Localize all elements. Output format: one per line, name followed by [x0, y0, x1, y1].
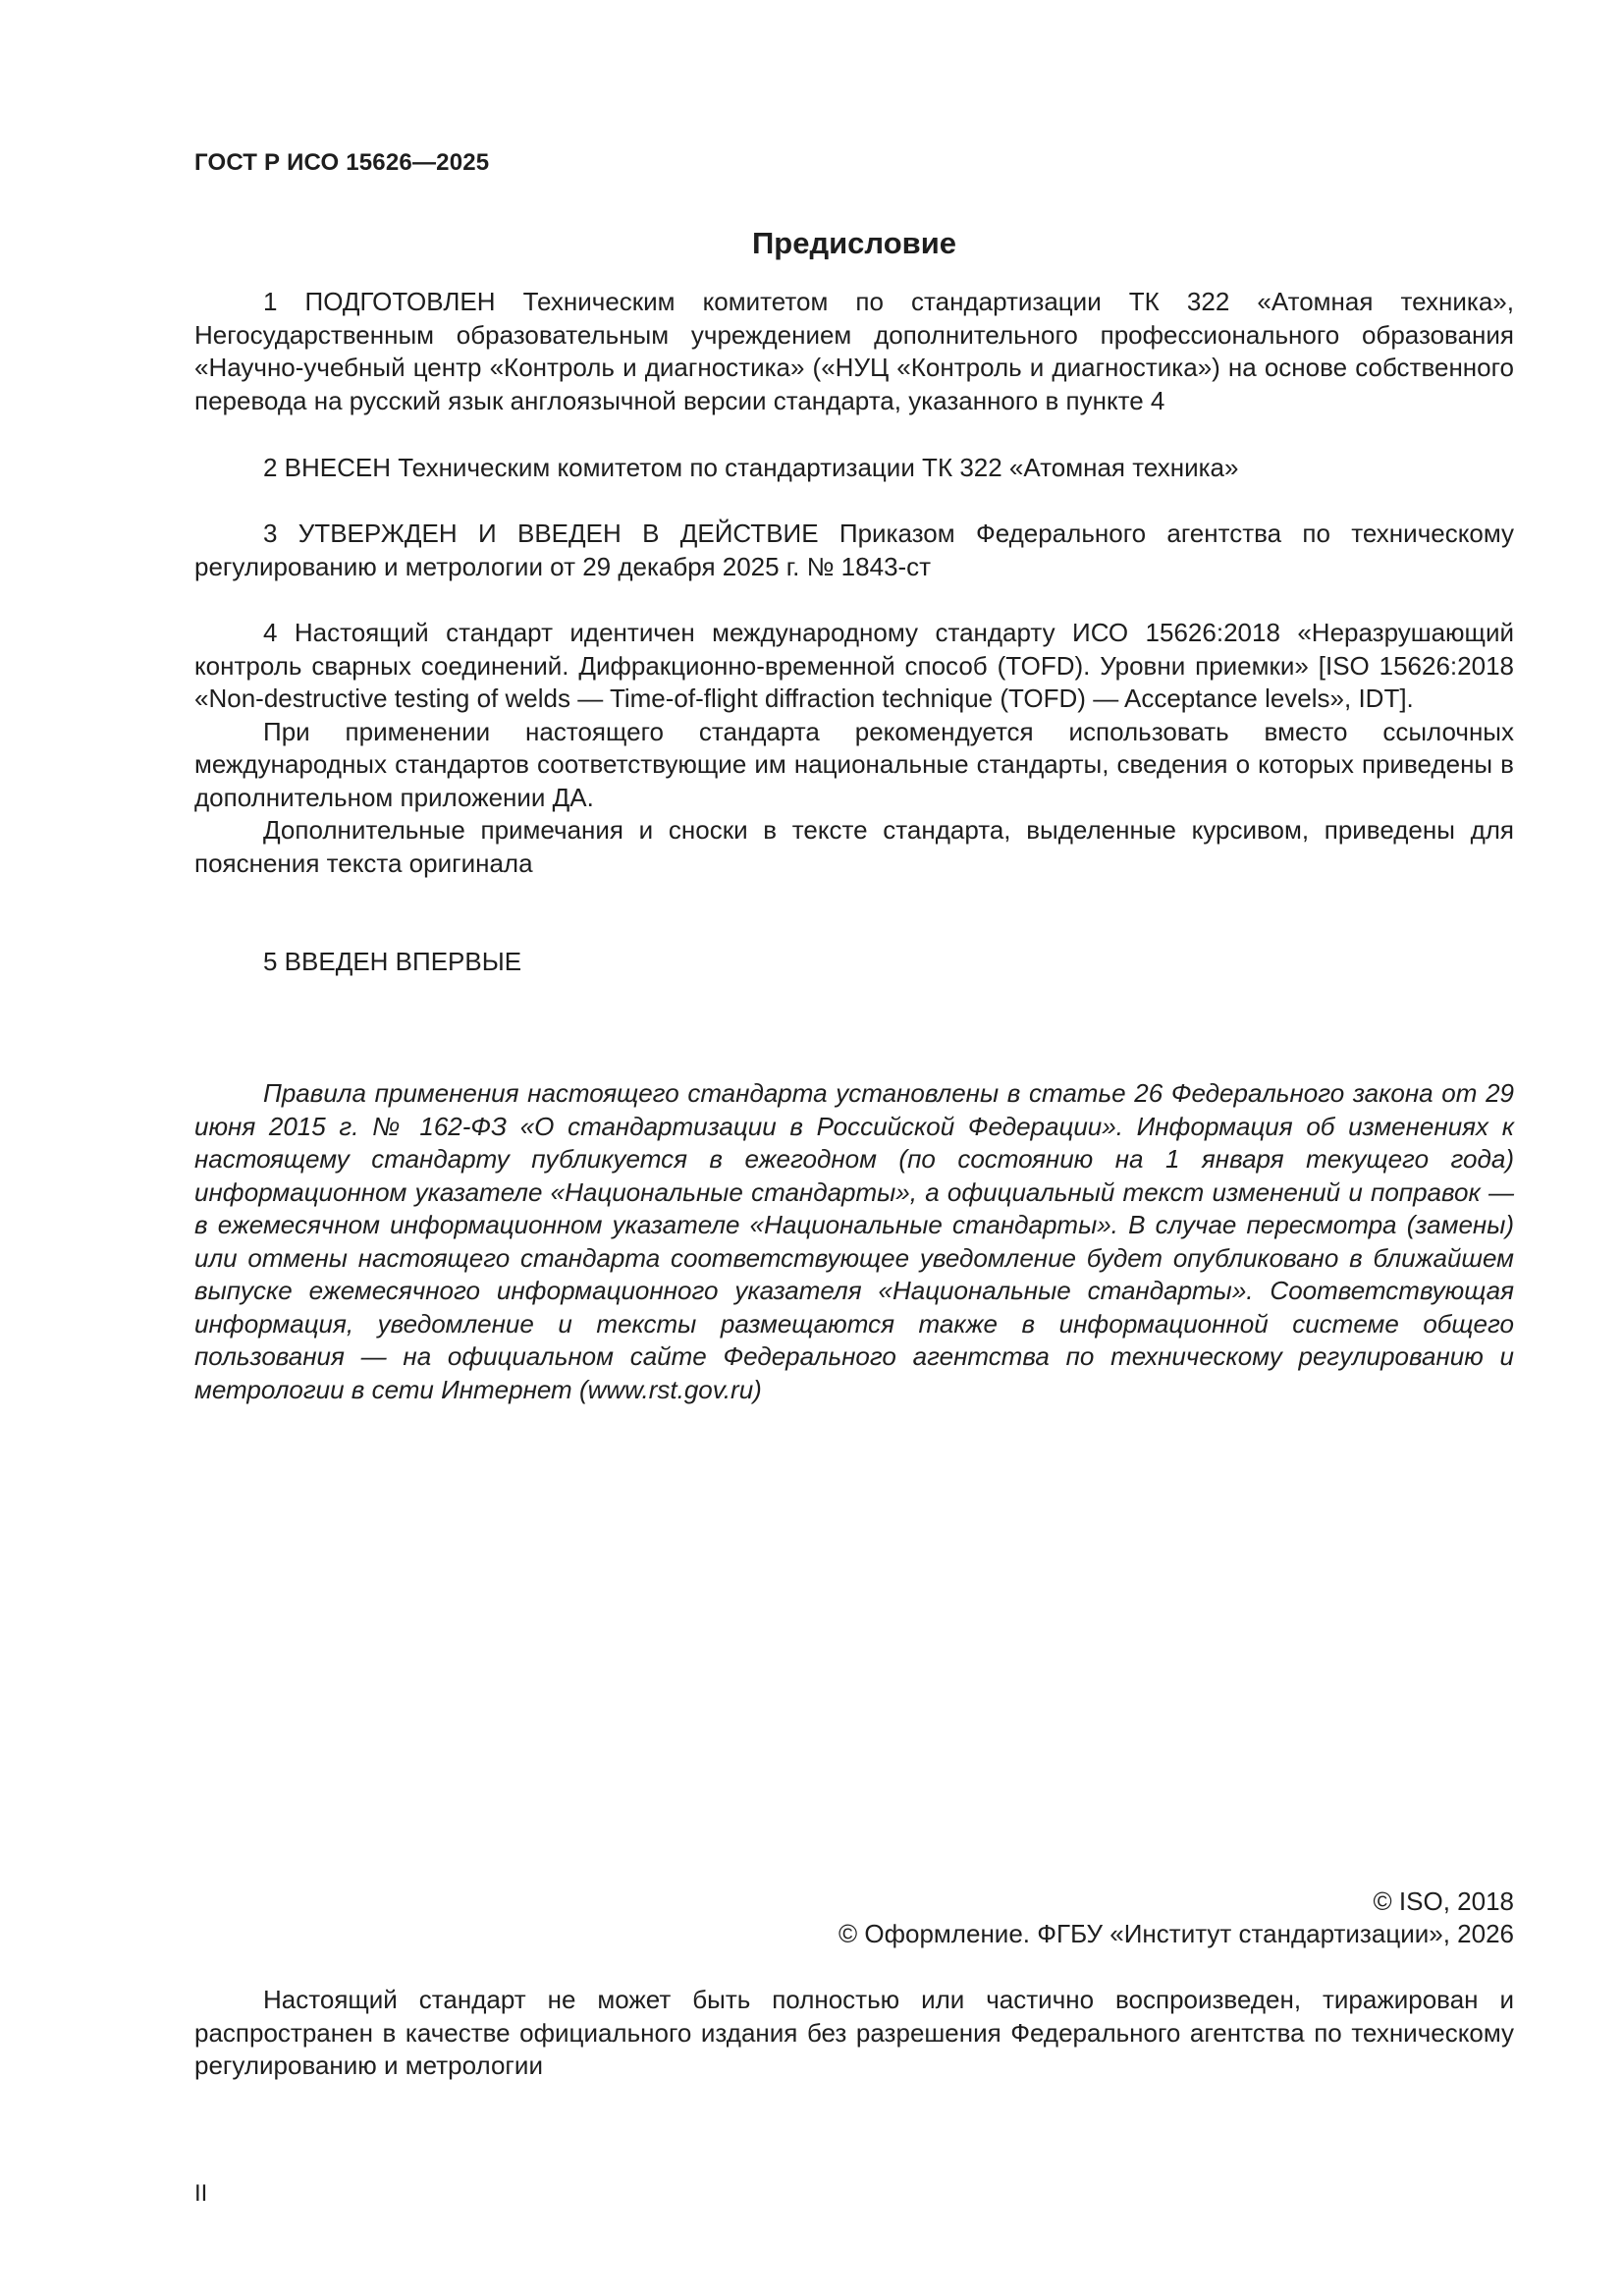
item-4: [194, 617, 1514, 880]
item-1-text: 1 ПОДГОТОВЛЕН Техническим комитетом по стандартизации ТК 322 «Атомная техника», Негосударственным образовательным учреждением дополнительного профессионального образования «Научно-учебный центр «Контроль и диагностика» («НУЦ «Контроль и диагностика») на основе собственного перевода на русский язык англоязычной версии стандарта, указанного в пункте 4: [194, 287, 1514, 415]
item-1: [194, 286, 1514, 417]
item-2-text: 2 ВНЕСЕН Техническим комитетом по стандартизации ТК 322 «Атомная техника»: [263, 453, 1239, 482]
page-number: II: [194, 2180, 208, 2207]
item-4-extra-1: При применении настоящего стандарта рекомендуется использовать вместо ссылочных международных стандартов соответствующие им национальные стандарты, сведения о которых приведены в дополнительном приложении ДА.: [194, 716, 1514, 812]
rules-note: [194, 1077, 1514, 1406]
rules-note-text: Правила применения настоящего стандарта установлены в статье 26 Федерального закона от 29 июня 2015 г. № 162-ФЗ «О стандартизации в Российской Федерации». Информация об изменениях к настоящему стандарту публикуется в ежегодном (по состоянию на 1 января текущего года) информационном указателе «Национальные стандарты», а официальный текст изменений и поправок — в ежемесячном информационном указателе «Национальные стандарты». В случае пересмотра (замены) или отмены настоящего стандарта соответствующее уведомление будет опубликовано в ближайшем выпуске ежемесячного информационного указателя «Национальные стандарты». Соответствующая информация, уведомление и тексты размещаются также в информационной системе общего пользования — на официальном сайте Федерального агентства по техническому регулированию и метрологии в сети Интернет (www.rst.gov.ru): [194, 1078, 1514, 1404]
item-3-text: 3 УТВЕРЖДЕН И ВВЕДЕН В ДЕЙСТВИЕ Приказом Федерального агентства по техническому регулированию и метрологии от 29 декабря 2025 г. № 1843-ст: [194, 519, 1514, 581]
item-5-text: 5 ВВЕДЕН ВПЕРВЫЕ: [263, 947, 522, 976]
item-3: [194, 518, 1514, 583]
standard-code: ГОСТ Р ИСО 15626—2025: [194, 149, 490, 176]
item-2: [194, 452, 1514, 485]
copyright-iso: © ISO, 2018: [1373, 1886, 1514, 1916]
copyright-design: © Оформление. ФГБУ «Институт стандартизации», 2026: [839, 1919, 1514, 1948]
reproduction-notice-text: Настоящий стандарт не может быть полностью или частично воспроизведен, тиражирован и распространен в качестве официального издания без разрешения Федерального агентства по техническому регулированию и метрологии: [194, 1985, 1514, 2080]
reproduction-notice: [194, 1984, 1514, 2083]
page-title: Предисловие: [751, 226, 956, 260]
item-4-extra-2: Дополнительные примечания и сноски в тексте стандарта, выделенные курсивом, приведены для пояснения текста оригинала: [194, 815, 1514, 878]
item-5: [194, 946, 1514, 979]
item-4-text: 4 Настоящий стандарт идентичен международному стандарту ИСО 15626:2018 «Неразрушающий контроль сварных соединений. Дифракционно-временной способ (TOFD). Уровни приемки» [ISO 15626:2018 «Non-destructive testing of welds — Time-of-flight diffraction technique (TOFD) — Acceptance levels», IDT].: [194, 618, 1514, 713]
